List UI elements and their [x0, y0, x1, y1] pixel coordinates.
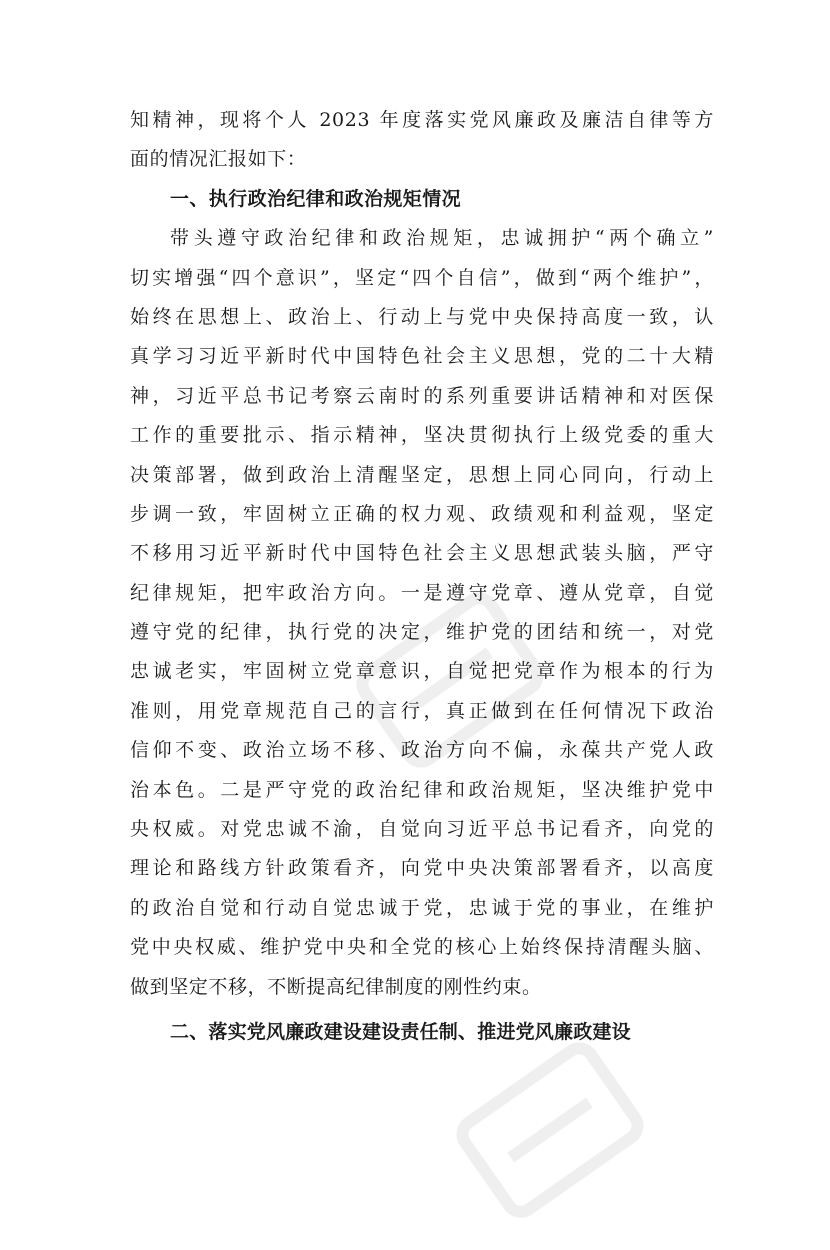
section-heading: 一、执行政治纪律和政治规矩情况: [170, 187, 462, 210]
paragraph-line: 面的情况汇报如下：: [130, 148, 307, 171]
paragraph-line: 切实增强“四个意识”，坚定“四个自信”，做到“两个维护”，: [130, 266, 714, 289]
paragraph-line: 神，习近平总书记考察云南时的系列重要讲话精神和对医保: [130, 384, 714, 407]
paragraph-line: 纪律规矩，把牢政治方向。一是遵守党章、遵从党章，自觉: [130, 581, 714, 604]
paragraph-line: 始终在思想上、政治上、行动上与党中央保持高度一致，认: [130, 305, 714, 328]
document-body: [130, 101, 714, 1052]
paragraph-line: 的政治自觉和行动自觉忠诚于党，忠诚于党的事业，在维护: [130, 896, 714, 919]
paragraph-line: 步调一致，牢固树立正确的权力观、政绩观和利益观，坚定: [130, 502, 714, 525]
paragraph-line: 决策部署，做到政治上清醒坚定，思想上同心同向，行动上: [130, 463, 714, 486]
paragraph-line: 带头遵守政治纪律和政治规矩，忠诚拥护“两个确立”: [170, 227, 714, 250]
paragraph-line: 工作的重要批示、指示精神，坚决贯彻执行上级党委的重大: [130, 424, 714, 447]
paragraph-line: 知精神，现将个人 2023 年度落实党风廉政及廉洁自律等方: [130, 109, 714, 131]
paragraph-line: 做到坚定不移，不断提高纪律制度的刚性约束。: [130, 975, 542, 998]
paragraph-line: 遵守党的纪律，执行党的决定，维护党的团结和统一，对党: [130, 621, 714, 644]
paragraph-line: 信仰不变、政治立场不移、政治方向不偏，永葆共产党人政: [130, 739, 714, 762]
paragraph-line: 准则，用党章规范自己的言行，真正做到在任何情况下政治: [130, 699, 714, 722]
paragraph-line: 治本色。二是严守党的政治纪律和政治规矩，坚决维护党中: [130, 778, 714, 801]
paragraph-line: 党中央权威、维护党中央和全党的核心上始终保持清醒头脑、: [130, 936, 714, 959]
paragraph-line: 央权威。对党忠诚不渝，自觉向习近平总书记看齐，向党的: [130, 818, 714, 841]
section-heading: 二、落实党风廉政建设建设责任制、推进党风廉政建设: [170, 1020, 631, 1043]
paragraph-line: 理论和路线方针政策看齐，向党中央决策部署看齐，以高度: [130, 857, 714, 880]
paragraph-line: 真学习习近平新时代中国特色社会主义思想，党的二十大精: [130, 345, 714, 368]
paragraph-line: 忠诚老实，牢固树立党章意识，自觉把党章作为根本的行为: [130, 660, 714, 683]
paragraph-line: 不移用习近平新时代中国特色社会主义思想武装头脑，严守: [130, 542, 714, 565]
